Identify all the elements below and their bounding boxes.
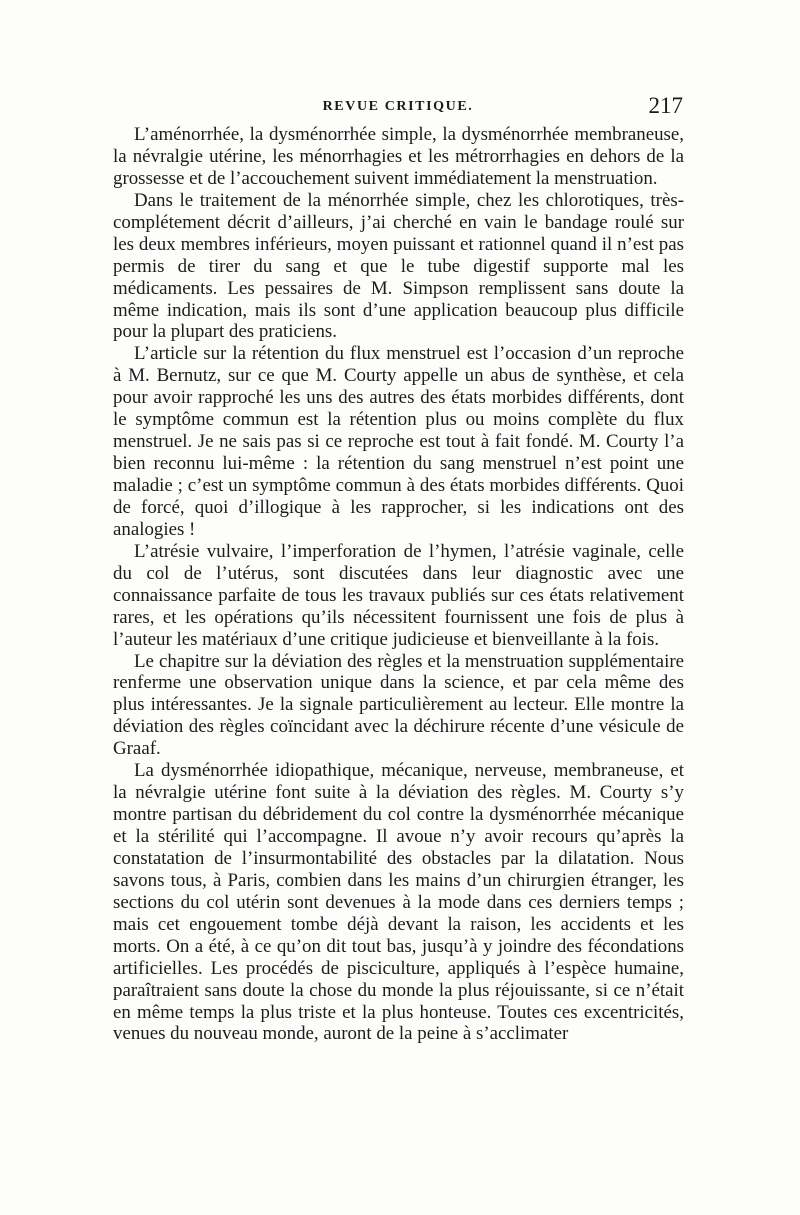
paragraph: La dysménorrhée idiopathique, mécanique, nerveuse, membraneuse, et la névralgie utérine font suite à la déviation des règles. M. Courty s’y montre partisan du débridement du col contre la dysménorrhée mécanique et la stérilité qui l’accompagne. Il avoue n’y avoir recours qu’après la constatation de l’insurmontabilité des obstacles par la dilatation. Nous savons tous, à Paris, combien dans les mains d’un chirurgien étranger, les sections du col utérin sont devenues à la mode dans ces derniers temps ; mais cet engouement tombe déjà devant la raison, les accidents et les morts. On a été, à ce qu’on dit tout bas, jusqu’à y joindre des fécondations artificielles. Les procédés de pisciculture, appliqués à l’espèce humaine, paraîtraient sans doute la chose du monde la plus réjouissante, si ce n’était en même temps la plus triste et la plus honteuse. Toutes ces excentricités, venues du nouveau monde, auront de la peine à s’acclimater xyxy=(113,760,684,1045)
paragraph: Le chapitre sur la déviation des règles et la menstruation supplémentaire renferme une observation unique dans la science, et par cela même des plus intéressantes. Je la signale particulièrement au lecteur. Elle montre la déviation des règles coïncidant avec la déchirure récente d’une vésicule de Graaf. xyxy=(113,650,684,760)
body-text xyxy=(113,124,684,1045)
paragraph: Dans le traitement de la ménorrhée simple, chez les chlorotiques, très-complétement décrit d’ailleurs, j’ai cherché en vain le bandage roulé sur les deux membres inférieurs, moyen puissant et rationnel quand il n’est pas permis de tirer du sang et que le tube digestif supporte mal les médicaments. Les pessaires de M. Simpson remplissent sans doute la même indication, mais ils sont d’une application beaucoup plus difficile pour la plupart des praticiens. xyxy=(113,189,684,343)
paragraph: L’atrésie vulvaire, l’imperforation de l’hymen, l’atrésie vaginale, celle du col de l’utérus, sont discutées dans leur diagnostic avec une connaissance parfaite de tous les travaux publiés sur ces états relativement rares, et les opérations qu’ils nécessitent fournissent une fois de plus à l’auteur les matériaux d’une critique judicieuse et bienveillante à la fois. xyxy=(113,540,684,650)
paragraph: L’article sur la rétention du flux menstruel est l’occasion d’un reproche à M. Bernutz, sur ce que M. Courty appelle un abus de synthèse, et cela pour avoir rapproché les uns des autres des états morbides différents, dont le symptôme commun est la rétention plus ou moins complète du flux menstruel. Je ne sais pas si ce reproche est tout à fait fondé. M. Courty l’a bien reconnu lui-même : la rétention du sang menstruel n’est point une maladie ; c’est un symptôme commun à des états morbides différents. Quoi de forcé, quoi d’illogique à les rapprocher, si les indications ont des analogies ! xyxy=(113,343,684,540)
page-header xyxy=(113,93,683,123)
paragraph: L’aménorrhée, la dysménorrhée simple, la dysménorrhée membraneuse, la névralgie utérine, les ménorrhagies et les métrorrhagies en dehors de la grossesse et de l’accouchement suivent immédiatement la menstruation. xyxy=(113,124,684,189)
running-title: REVUE CRITIQUE. xyxy=(322,99,474,114)
page-number: 217 xyxy=(648,93,683,118)
